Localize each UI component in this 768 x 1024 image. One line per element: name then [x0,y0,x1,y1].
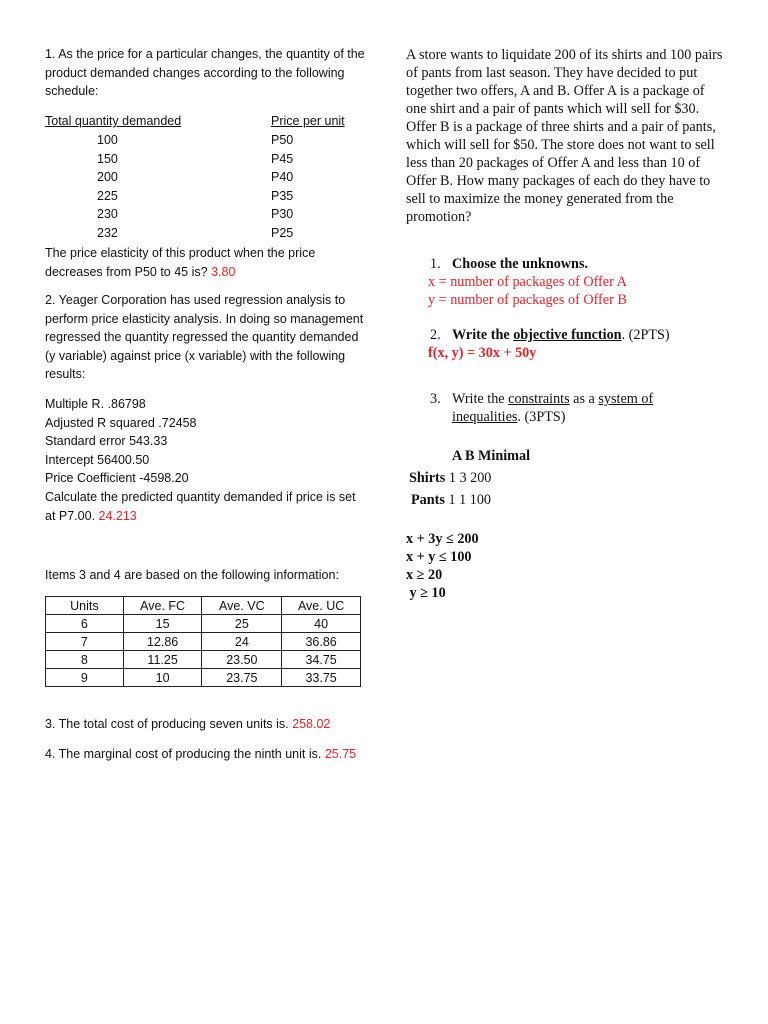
table-cell: 24 [202,633,282,651]
step-1-title: Choose the unknowns. [452,256,589,272]
quantity-cell: 150 [97,151,118,166]
schedule-row [45,187,345,206]
quantity-cell: 225 [97,188,118,203]
row-values-shirts: 1 3 200 [448,470,492,486]
constraints-list [406,530,606,602]
stat-adjusted-r-squared: Adjusted R squared .72458 [45,415,197,430]
y-definition: y = number of packages of Offer B [428,292,627,308]
table-row [46,669,361,687]
row-label-pants: Pants [411,492,445,508]
items-intro: Items 3 and 4 are based on the following information: [45,568,339,582]
table-cell: 9 [46,669,124,687]
question-4-answer: 25.75 [324,747,357,761]
header-ave-vc: Ave. VC [202,597,282,615]
table-cell: 23.75 [202,669,282,687]
question-3-prompt: 3. The total cost of producing seven units is. [45,717,289,731]
step-1-number: 1. [430,256,441,272]
mini-table-row [409,469,491,487]
table-cell: 23.50 [202,651,282,669]
question-4-prompt: 4. The marginal cost of producing the ninth unit is. [45,747,322,761]
quantity-cell: 232 [97,226,118,240]
cost-table-header-row [46,597,361,615]
price-cell: P40 [271,170,294,185]
price-cell: P30 [271,207,294,222]
mini-table-row [411,491,491,509]
table-cell: 6 [46,615,124,633]
table-cell: 40 [282,615,361,633]
question-1-text: 1. As the price for a particular changes, the quantity of the product demanded changes according to the following schedule: [45,47,365,99]
table-row [46,615,361,633]
table-cell: 11.25 [123,651,202,669]
row-values-pants: 1 1 100 [448,492,492,508]
table-cell: 34.75 [282,651,361,669]
question-4 [45,745,365,764]
objective-function-answer: f(x, y) = 30x + 50y [428,345,537,361]
question-2-prompt: Calculate the predicted quantity demanded if price is set at P7.00. [45,489,356,523]
header-units: Units [46,597,124,615]
table-row [46,651,361,669]
table-cell: 33.75 [282,669,361,687]
schedule-row [45,168,345,187]
price-cell: P45 [271,151,294,166]
row-label-shirts: Shirts [409,470,446,486]
header-ave-fc: Ave. FC [123,597,202,615]
constraint-shirts: x + 3y ≤ 200 [406,531,479,547]
question-3-answer: 258.02 [292,717,331,731]
step-3-post: . (3PTS) [517,409,566,425]
question-1-answer: 3.80 [211,264,236,279]
mini-table-header: A B Minimal [452,448,531,464]
stat-standard-error: Standard error 543.33 [45,434,168,449]
table-cell: 10 [123,669,202,687]
price-cell: P35 [271,188,294,203]
price-cell: P50 [271,133,294,147]
question-2-text: 2. Yeager Corporation has used regression analysis to perform price elasticity analysis. In doing so management regressed the quantity regressed the quantity demanded (y variable) against price (x variable) with the following results: [45,293,364,382]
table-cell: 8 [46,651,124,669]
col-quantity-header: Total quantity demanded [45,114,182,128]
table-row [46,633,361,651]
step-2-pre: Write the [452,327,514,343]
objective-function-term: objective function [513,327,622,343]
schedule-row [45,131,345,150]
constraint-y-min: y ≥ 10 [406,585,446,601]
table-cell: 12.86 [123,633,202,651]
step-2 [430,326,730,362]
step-3 [430,390,710,426]
step-3-pre: Write the [452,391,509,407]
constraints-term: constraints [508,391,570,407]
step-3-mid: as a [569,391,599,407]
table-cell: 36.86 [282,633,361,651]
quantity-cell: 200 [97,170,118,185]
schedule-row [45,150,345,169]
schedule-row [45,224,345,243]
question-2-answer: 24.213 [98,508,137,523]
table-cell: 25 [202,615,282,633]
step-3-number: 3. [430,391,441,407]
stat-intercept: Intercept 56400.50 [45,452,150,467]
question-2-prompt-wrap [45,488,365,525]
table-cell: 7 [46,633,124,651]
header-ave-uc: Ave. UC [282,597,361,615]
stat-multiple-r: Multiple R. .86798 [45,397,146,411]
question-1-elasticity [45,244,365,281]
quantity-cell: 230 [97,207,118,222]
step-2-number: 2. [430,327,441,343]
question-3 [45,715,365,734]
regression-stats [45,395,365,525]
price-cell: P25 [271,226,294,240]
step-1 [430,255,730,309]
constraint-x-min: x ≥ 20 [406,567,443,583]
x-definition: x = number of packages of Offer A [428,274,627,290]
stat-price-coefficient: Price Coefficient -4598.20 [45,471,189,486]
quantity-cell: 100 [97,133,118,147]
step-2-post: . (2PTS) [621,327,670,343]
schedule-row [45,205,345,224]
cost-table [45,596,361,687]
question-1-prompt: The price elasticity of this product when the price decreases from P50 to 45 is? [45,246,316,279]
step-2-title [452,326,730,344]
lp-problem-statement: A store wants to liquidate 200 of its shirts and 100 pairs of pants from last season. They have decided to put together two offers, A and B. Offer A is a package of one shirt and a pair of pants which will sell for $30. Offer B is a package of three shirts and a pair of pants, which will sell for $50. The store does not want to sell less than 20 packages of Offer A and less than 10 of Offer B. How many packages of each do they have to sell to maximize the money generated from the promotion? [406,47,723,225]
step-3-title [452,390,710,426]
col-price-header: Price per unit [271,114,345,128]
table-cell: 15 [123,615,202,633]
system-of-inequalities-term: system of inequalities [452,391,654,425]
constraint-pants: x + y ≤ 100 [406,549,472,565]
